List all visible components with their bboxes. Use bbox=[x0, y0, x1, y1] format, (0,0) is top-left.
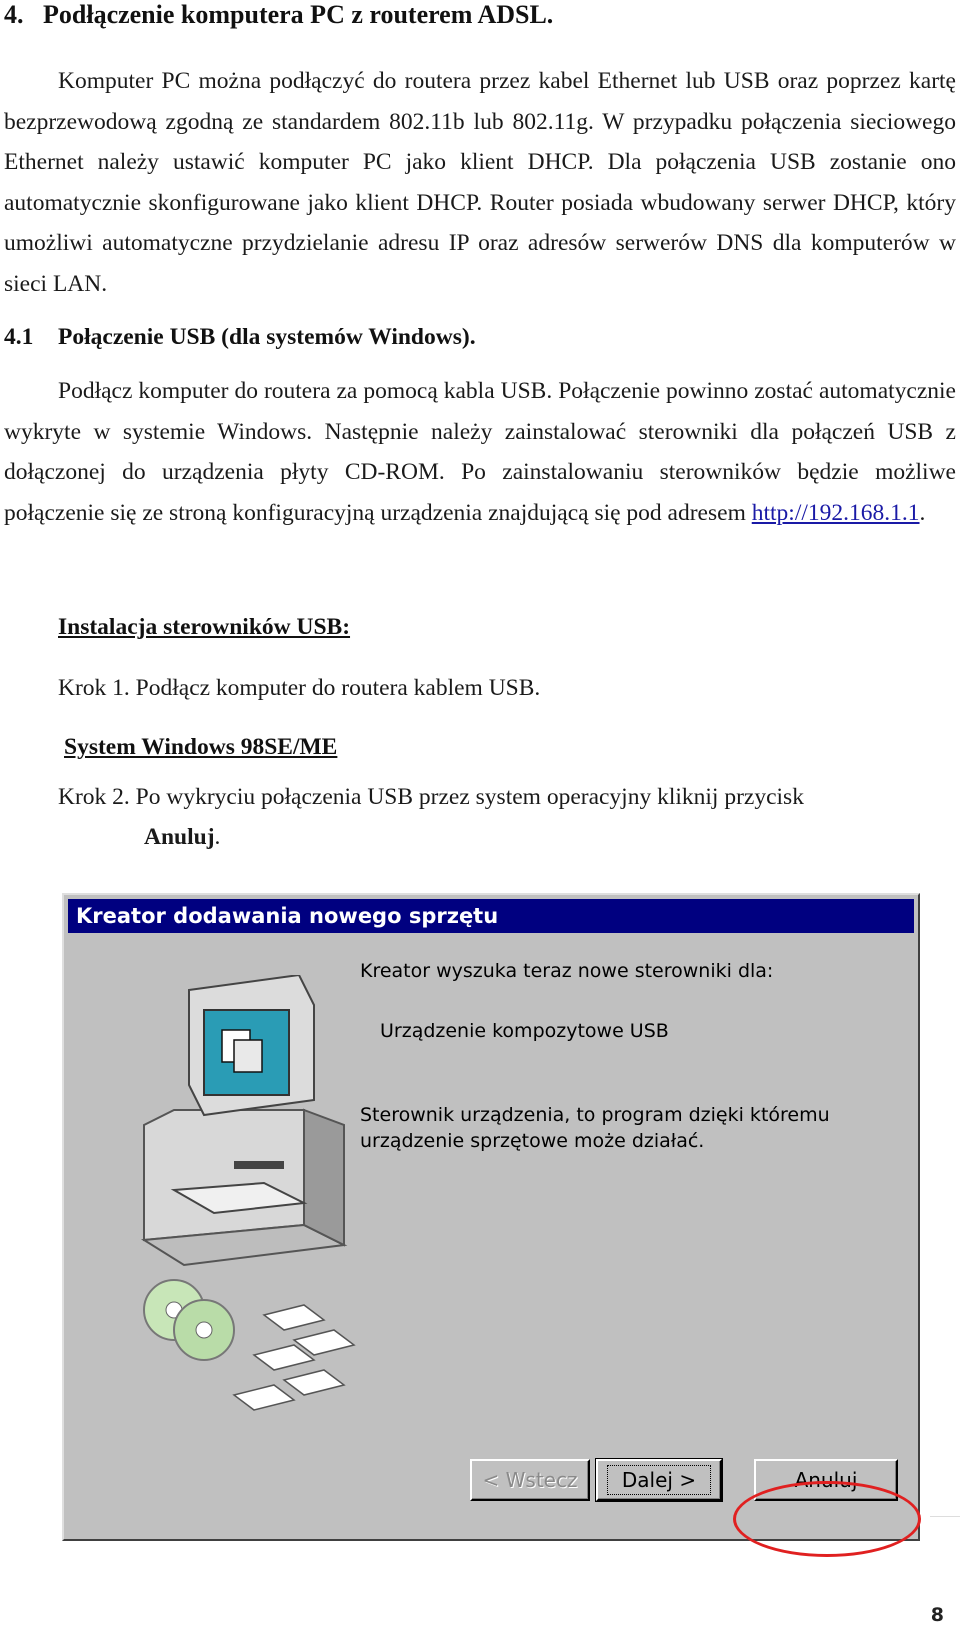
section-title: Podłączenie komputera PC z routerem ADSL. bbox=[43, 0, 554, 29]
dialog-titlebar: Kreator dodawania nowego sprzętu bbox=[68, 899, 914, 933]
step-2-button-name: Anuluj bbox=[144, 824, 215, 850]
footer-separator bbox=[930, 1516, 960, 1517]
next-button[interactable] bbox=[596, 1459, 722, 1501]
computer-with-disks-icon bbox=[104, 975, 364, 1455]
cancel-button[interactable]: Anuluj bbox=[754, 1459, 898, 1501]
step-1: Krok 1. Podłącz komputer do routera kablem USB. bbox=[58, 675, 541, 701]
page-number: 8 bbox=[930, 1604, 944, 1626]
usb-paragraph bbox=[4, 371, 956, 533]
driver-description-line-2: urządzenie sprzętowe może działać. bbox=[360, 1130, 705, 1152]
step-2-continued bbox=[144, 822, 220, 852]
section-heading bbox=[4, 0, 553, 30]
config-url-link[interactable]: http://192.168.1.1 bbox=[751, 499, 920, 526]
section-number: 4. bbox=[4, 0, 24, 29]
next-button-label: Dalej > bbox=[607, 1465, 711, 1495]
subsection-heading bbox=[4, 322, 476, 352]
os-heading: System Windows 98SE/ME bbox=[64, 734, 338, 760]
install-heading: Instalacja sterowników USB: bbox=[58, 614, 351, 640]
step-2: Krok 2. Po wykryciu połączenia USB przez system operacyjny kliknij przycisk bbox=[58, 784, 804, 810]
subsection-title: Połączenie USB (dla systemów Windows). bbox=[58, 324, 476, 350]
usb-paragraph-end: . bbox=[919, 499, 926, 526]
back-button[interactable]: < Wstecz bbox=[470, 1459, 590, 1501]
wizard-search-text: Kreator wyszuka teraz nowe sterowniki dla: bbox=[360, 960, 774, 982]
intro-paragraph: Komputer PC można podłączyć do routera przez kabel Ethernet lub USB oraz poprzez kartę bezprzewodową zgodną ze standardem 802.11b lub 802.11g. W przypadku połączenia sieciowego Ethernet należy ustawić komputer PC jako klient DHCP. Dla połączenia USB zostanie ono automatycznie skonfigurowane jako klient DHCP. Router posiada wbudowany serwer DHCP, który umożliwi automatyczne przydzielanie adresu IP oraz adresów serwerów DNS dla komputerów w sieci LAN. bbox=[4, 68, 956, 297]
step-2-end: . bbox=[214, 824, 221, 850]
device-name: Urządzenie kompozytowe USB bbox=[380, 1020, 669, 1042]
new-hardware-wizard-dialog bbox=[62, 893, 920, 1541]
subsection-number: 4.1 bbox=[4, 324, 34, 350]
usb-paragraph-text: Podłącz komputer do routera za pomocą kabla USB. Połączenie powinno zostać automatycznie wykryte w systemie Windows. Następnie należy zainstalować sterowniki dla połączeń USB z dołączonej do urządzenia płyty CD-ROM. Po zainstalowaniu sterowników będzie możliwe połączenie się ze stroną konfiguracyjną urządzenia znajdującą się pod adresem bbox=[4, 378, 956, 526]
driver-description-line-1: Sterownik urządzenia, to program dzięki któremu bbox=[360, 1104, 830, 1126]
